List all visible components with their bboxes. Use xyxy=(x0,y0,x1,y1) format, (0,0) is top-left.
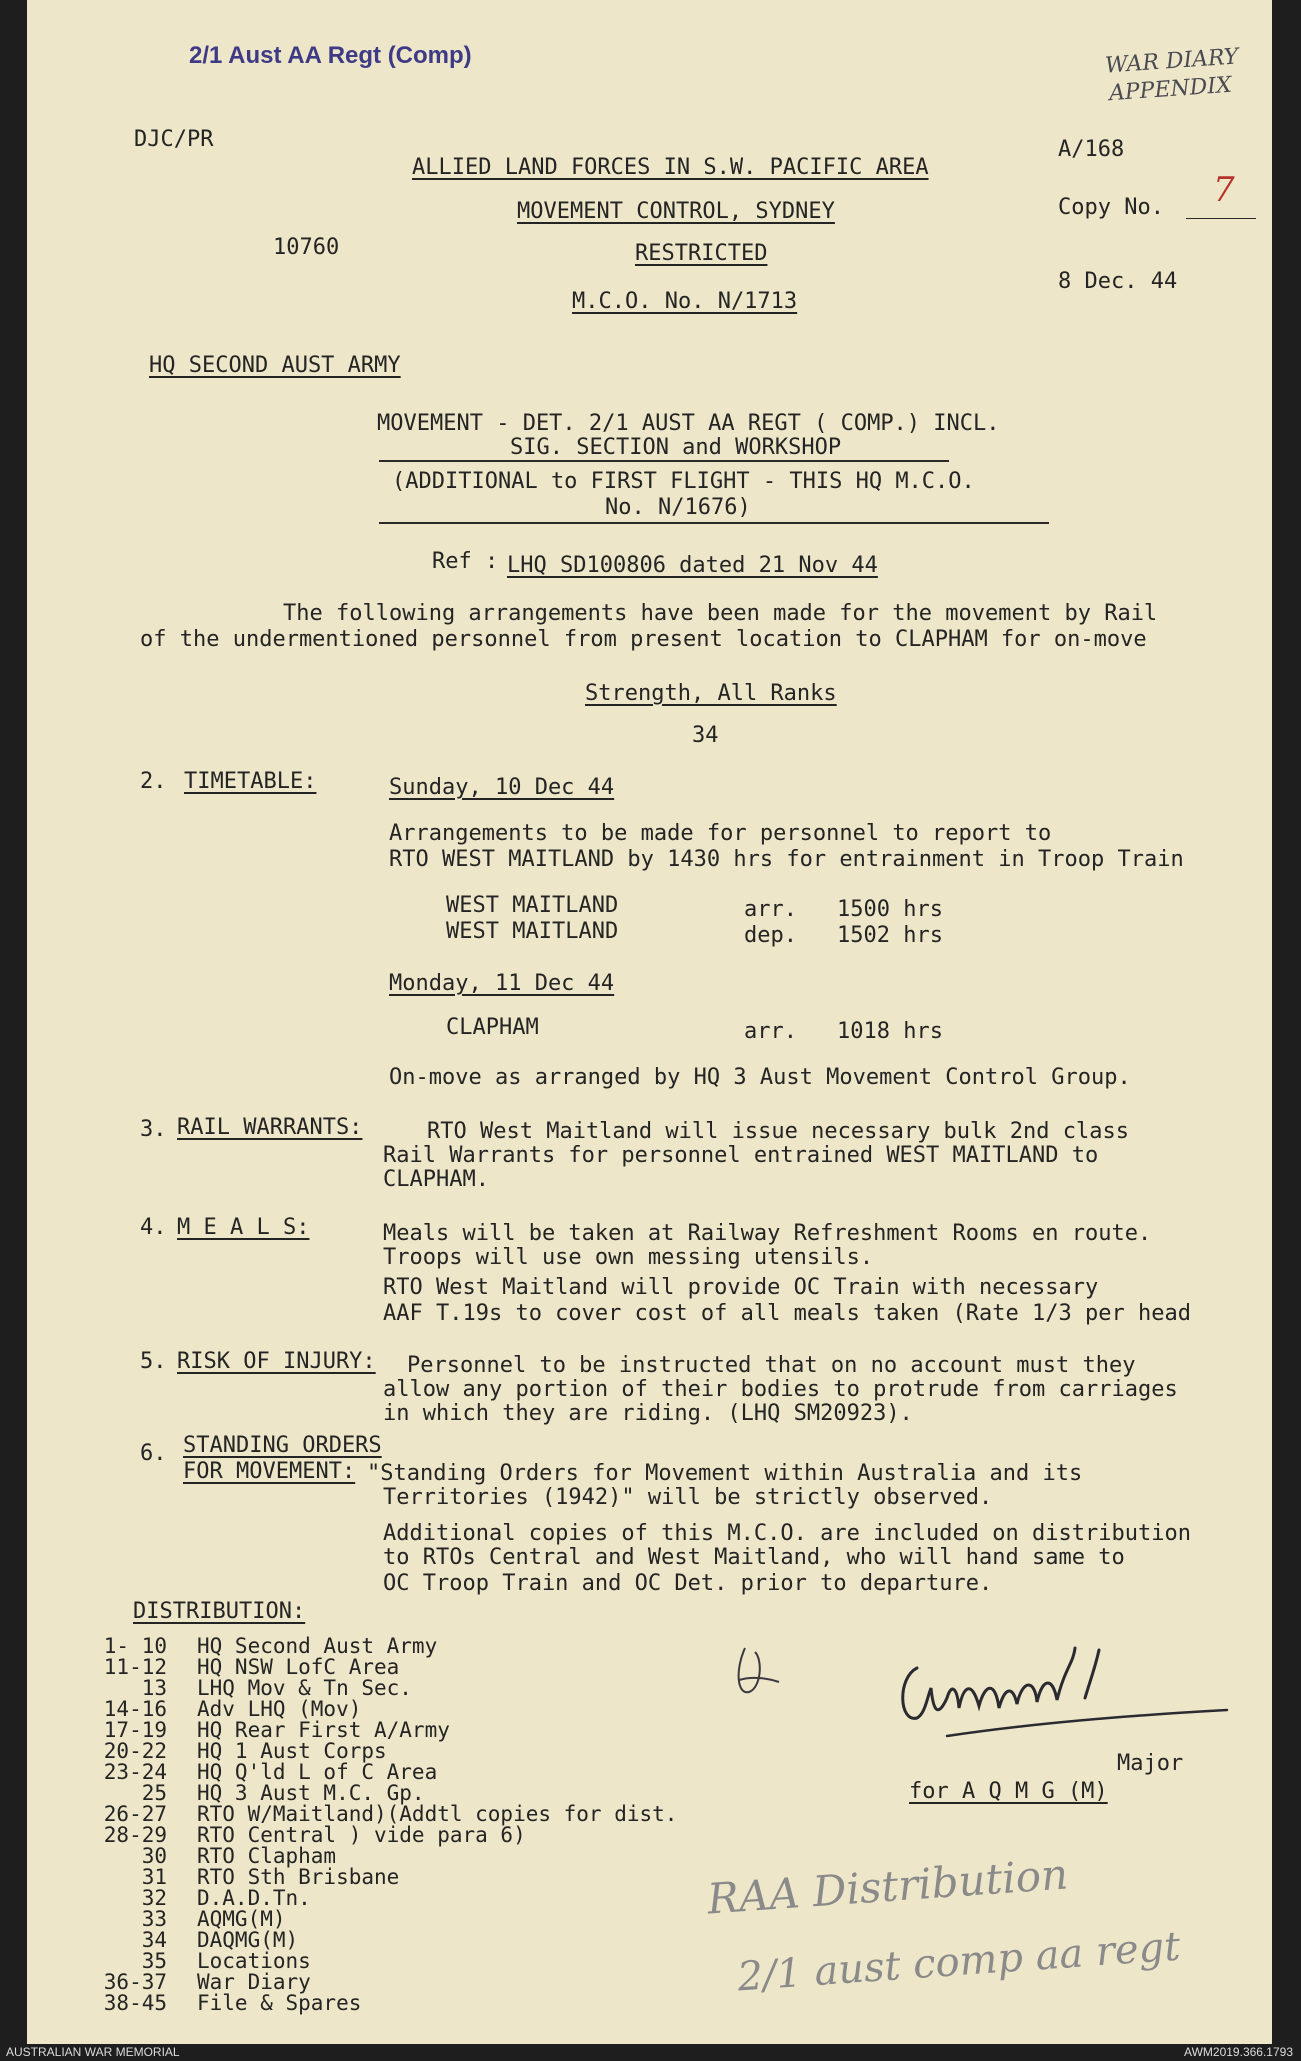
intro-line-1: The following arrangements have been made for the movement by Rail xyxy=(283,601,1158,626)
distribution-row: 14-16 Adv LHQ (Mov) xyxy=(103,1697,362,1721)
distribution-row: 11-12 HQ NSW LofC Area xyxy=(103,1655,400,1679)
timetable-day-2: Monday, 11 Dec 44 xyxy=(389,971,615,996)
archive-reference: AWM2019.366.1793 xyxy=(1184,2045,1293,2059)
para-4-number: 4. xyxy=(140,1215,167,1240)
unit-stamp: 2/1 Aust AA Regt (Comp) xyxy=(189,42,472,69)
distribution-heading: DISTRIBUTION: xyxy=(133,1599,306,1624)
distribution-row: 28-29 RTO Central ) vide para 6) xyxy=(103,1823,526,1847)
appendix-annotation: APPENDIX xyxy=(1108,72,1233,107)
risk-heading: RISK OF INJURY: xyxy=(177,1349,376,1374)
timetable-place: WEST MAITLAND xyxy=(446,893,619,918)
meals-heading: M E A L S: xyxy=(177,1215,310,1240)
standing-orders-line-4: to RTOs Central and West Maitland, who will hand same to xyxy=(383,1545,1125,1570)
standing-orders-line-5: OC Troop Train and OC Det. prior to departure. xyxy=(383,1571,993,1596)
standing-orders-line-2: Territories (1942)" will be strictly observed. xyxy=(383,1485,993,1510)
distribution-row: 35 Locations xyxy=(141,1949,311,1973)
meals-line-2: Troops will use own messing utensils. xyxy=(383,1245,874,1270)
subject-rule-1 xyxy=(379,460,949,462)
subject-line-3: (ADDITIONAL to FIRST FLIGHT - THIS HQ M.C.O. xyxy=(392,469,975,494)
timetable-instruction-1: Arrangements to be made for personnel to report to xyxy=(389,821,1052,846)
office-heading: MOVEMENT CONTROL, SYDNEY xyxy=(517,199,835,224)
copy-number-label: Copy No. xyxy=(1058,195,1164,220)
distribution-row: 36-37 War Diary xyxy=(103,1970,311,1994)
distribution-row: 25 HQ 3 Aust M.C. Gp. xyxy=(141,1781,425,1805)
order-number: M.C.O. No. N/1713 xyxy=(572,289,798,314)
distribution-row: 20-22 HQ 1 Aust Corps xyxy=(103,1739,387,1763)
distribution-row: 17-19 HQ Rear First A/Army xyxy=(103,1718,450,1742)
strength-label: Strength, All Ranks xyxy=(585,681,837,706)
timetable-type: arr. xyxy=(744,897,797,922)
rail-warrants-line-3: CLAPHAM. xyxy=(383,1167,489,1192)
para-5-number: 5. xyxy=(140,1349,167,1374)
copy-number-line xyxy=(1186,218,1256,219)
archive-credit: AUSTRALIAN WAR MEMORIAL xyxy=(6,2045,180,2059)
reference-value: LHQ SD100806 dated 21 Nov 44 xyxy=(507,553,878,578)
timetable-heading: TIMETABLE: xyxy=(184,769,317,794)
timetable-place: CLAPHAM xyxy=(446,1015,539,1040)
reference-label: Ref : xyxy=(432,549,499,574)
subject-line-1: MOVEMENT - DET. 2/1 AUST AA REGT ( COMP.) INCL. xyxy=(377,411,1000,436)
distribution-list xyxy=(27,1636,677,2014)
signatory-rank: Major xyxy=(1117,1751,1184,1776)
distribution-row: 1- 10 HQ Second Aust Army xyxy=(103,1634,438,1658)
document-page xyxy=(27,0,1272,2044)
document-date: 8 Dec. 44 xyxy=(1058,269,1178,294)
pencil-note-2: 2/1 aust comp aa regt xyxy=(735,1923,1182,2001)
standing-orders-line-1: "Standing Orders for Movement within Australia and its xyxy=(367,1461,1083,1486)
timetable-time: 1500 hrs xyxy=(837,897,943,922)
distribution-row: 26-27 RTO W/Maitland)(Addtl copies for dist. xyxy=(103,1802,678,1826)
rail-warrants-line-1: RTO West Maitland will issue necessary bulk 2nd class xyxy=(427,1119,1129,1144)
timetable-onmove: On-move as arranged by HQ 3 Aust Movement Control Group. xyxy=(389,1065,1131,1090)
signatory-authority: for A Q M G (M) xyxy=(909,1779,1108,1804)
addressee: HQ SECOND AUST ARMY xyxy=(149,353,401,378)
meals-line-1: Meals will be taken at Railway Refreshment Rooms en route. xyxy=(383,1221,1152,1246)
classification: RESTRICTED xyxy=(635,241,768,266)
distribution-row: 38-45 File & Spares xyxy=(103,1991,362,2015)
distribution-row: 34 DAQMG(M) xyxy=(141,1928,299,1952)
strength-value: 34 xyxy=(692,723,719,748)
reference-initials: DJC/PR xyxy=(134,127,214,152)
standing-orders-line-3: Additional copies of this M.C.O. are included on distribution xyxy=(383,1521,1191,1546)
rail-warrants-line-2: Rail Warrants for personnel entrained WEST MAITLAND to xyxy=(383,1143,1099,1168)
para-3-number: 3. xyxy=(140,1117,167,1142)
standing-orders-heading-2: FOR MOVEMENT: xyxy=(183,1459,356,1484)
timetable-place: WEST MAITLAND xyxy=(446,919,619,944)
meals-line-3: RTO West Maitland will provide OC Train with necessary xyxy=(383,1275,1099,1300)
distribution-row: 13 LHQ Mov & Tn Sec. xyxy=(141,1676,412,1700)
initials-mark xyxy=(727,1640,787,1710)
timetable-instruction-2: RTO WEST MAITLAND by 1430 hrs for entrainment in Troop Train xyxy=(389,847,1184,872)
reference-number: A/168 xyxy=(1058,137,1125,162)
timetable-day-1: Sunday, 10 Dec 44 xyxy=(389,775,615,800)
war-diary-annotation: WAR DIARY xyxy=(1104,44,1240,79)
distribution-row: 23-24 HQ Q'ld L of C Area xyxy=(103,1760,438,1784)
timetable-type: dep. xyxy=(744,923,797,948)
org-heading: ALLIED LAND FORCES IN S.W. PACIFIC AREA xyxy=(412,155,929,180)
meals-line-4: AAF T.19s to cover cost of all meals taken (Rate 1/3 per head xyxy=(383,1301,1191,1326)
risk-line-3: in which they are riding. (LHQ SM20923). xyxy=(383,1401,913,1426)
timetable-type: arr. xyxy=(744,1019,797,1044)
intro-line-2: of the undermentioned personnel from present location to CLAPHAM for on-move xyxy=(140,627,1147,652)
timetable-time: 1018 hrs xyxy=(837,1019,943,1044)
subject-line-2: SIG. SECTION and WORKSHOP xyxy=(510,435,842,460)
risk-line-1: Personnel to be instructed that on no account must they xyxy=(407,1353,1136,1378)
standing-orders-heading-1: STANDING ORDERS xyxy=(183,1433,382,1458)
pencil-note-1: RAA Distribution xyxy=(705,1849,1070,1924)
para-2-number: 2. xyxy=(140,769,167,794)
subject-rule-2 xyxy=(379,522,1049,524)
subject-line-4: No. N/1676) xyxy=(605,495,751,520)
distribution-row: 32 D.A.D.Tn. xyxy=(141,1886,311,1910)
risk-line-2: allow any portion of their bodies to protrude from carriages xyxy=(383,1377,1178,1402)
distribution-row: 30 RTO Clapham xyxy=(141,1844,337,1868)
rail-warrants-heading: RAIL WARRANTS: xyxy=(177,1115,363,1140)
timetable-time: 1502 hrs xyxy=(837,923,943,948)
copy-number-mark: 7 xyxy=(1213,170,1235,210)
file-number: 10760 xyxy=(273,235,340,260)
para-6-number: 6. xyxy=(140,1441,167,1466)
distribution-row: 31 RTO Sth Brisbane xyxy=(141,1865,400,1889)
distribution-row: 33 AQMG(M) xyxy=(141,1907,286,1931)
signature-image xyxy=(887,1628,1247,1748)
